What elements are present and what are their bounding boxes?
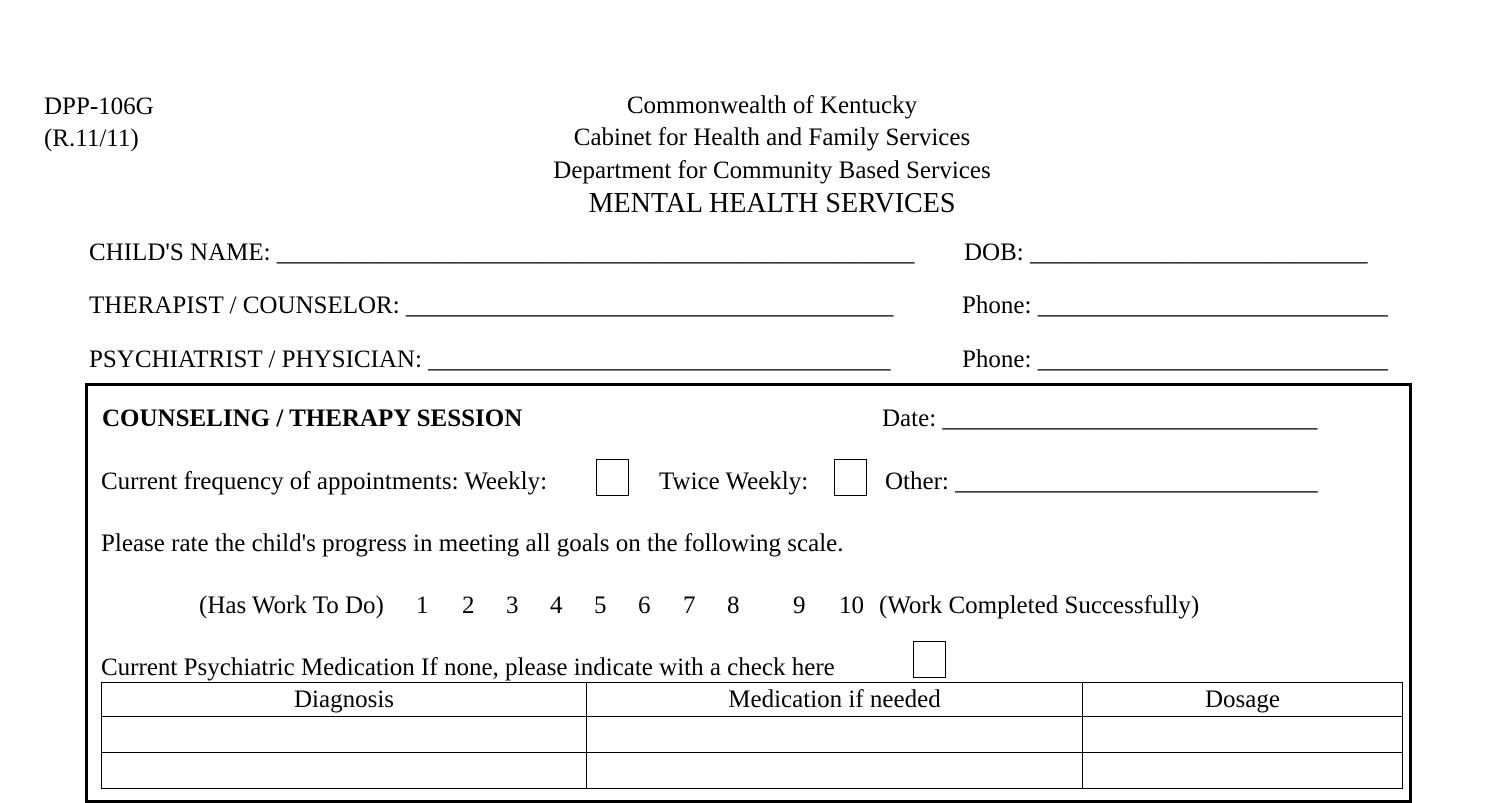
form-number: DPP-106G [44,93,154,120]
session-heading: COUNSELING / THERAPY SESSION [102,405,523,432]
dob-field[interactable]: DOB: ___________________________ [964,239,1368,266]
rating-instruction: Please rate the child's progress in meeting all goals on the following scale. [101,530,844,557]
diagnosis-cell[interactable] [102,717,587,753]
medication-cell[interactable] [587,717,1083,753]
psychiatrist-field[interactable]: PSYCHIATRIST / PHYSICIAN: _____________________________________ [89,346,891,373]
form-title: MENTAL HEALTH SERVICES [588,188,956,219]
dosage-cell[interactable] [1083,717,1403,753]
scale-value-6[interactable]: 6 [638,592,651,619]
dosage-column-header: Dosage [1083,683,1403,717]
twice-weekly-checkbox[interactable] [834,459,867,496]
medication-table-header-row [102,683,1403,717]
weekly-checkbox[interactable] [596,459,629,496]
diagnosis-cell[interactable] [102,753,587,789]
scale-value-8[interactable]: 8 [727,592,740,619]
header-line-department: Department for Community Based Services [553,157,991,184]
child-name-field[interactable]: CHILD'S NAME: ___________________________________________________ [89,239,915,266]
scale-value-2[interactable]: 2 [462,592,475,619]
therapist-field[interactable]: THERAPIST / COUNSELOR: _______________________________________ [89,292,894,319]
table-row [102,717,1403,753]
scale-high-label: (Work Completed Successfully) [879,592,1200,619]
diagnosis-column-header: Diagnosis [102,683,587,717]
dosage-cell[interactable] [1083,753,1403,789]
header-line-cabinet: Cabinet for Health and Family Services [573,124,971,151]
no-medication-checkbox[interactable] [913,641,946,678]
scale-value-1[interactable]: 1 [416,592,429,619]
frequency-label: Current frequency of appointments: Weekly: [101,468,548,495]
header-line-commonwealth: Commonwealth of Kentucky [626,92,918,119]
scale-low-label: (Has Work To Do) [199,592,384,619]
scale-value-4[interactable]: 4 [550,592,563,619]
psychiatrist-phone-field[interactable]: Phone: ____________________________ [962,346,1388,373]
therapist-phone-field[interactable]: Phone: ____________________________ [962,292,1388,319]
scale-value-9[interactable]: 9 [793,592,806,619]
table-row [102,753,1403,789]
scale-value-3[interactable]: 3 [506,592,519,619]
form-revision: (R.11/11) [44,125,139,152]
medication-column-header: Medication if needed [587,683,1083,717]
other-frequency-field[interactable]: Other: _____________________________ [885,468,1318,495]
scale-value-7[interactable]: 7 [683,592,696,619]
medication-table [101,682,1403,789]
session-date-field[interactable]: Date: ______________________________ [882,405,1318,432]
medication-cell[interactable] [587,753,1083,789]
medication-label: Current Psychiatric Medication If none, please indicate with a check here [101,654,835,681]
scale-value-5[interactable]: 5 [594,592,607,619]
twice-weekly-label: Twice Weekly: [659,468,809,495]
scale-value-10[interactable]: 10 [839,592,864,619]
